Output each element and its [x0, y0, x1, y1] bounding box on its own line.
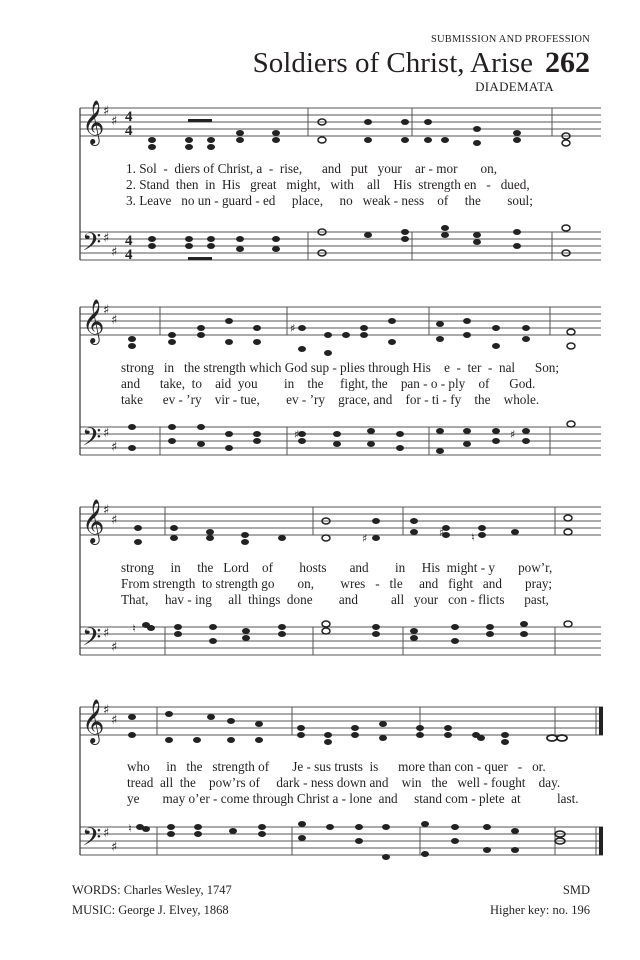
verse-2-line: tread all the pow’rs of dark - ness down and win the well - fought day. — [127, 775, 561, 790]
svg-text:♯: ♯ — [111, 513, 118, 528]
treble-clef-icon: 𝄞 — [82, 699, 105, 743]
svg-text:4: 4 — [125, 109, 133, 125]
svg-text:4: 4 — [125, 233, 133, 249]
svg-text:♯: ♯ — [111, 440, 118, 455]
svg-text:♯: ♯ — [103, 231, 110, 246]
svg-text:4: 4 — [125, 247, 133, 263]
svg-text:♯: ♯ — [103, 826, 110, 841]
verse-1-line: who in the strength of Je - sus trusts is more than con - quer - or. — [127, 759, 546, 774]
svg-text:♮: ♮ — [132, 622, 136, 635]
svg-text:♯: ♯ — [103, 626, 110, 641]
hymn-number: 262 — [545, 46, 590, 79]
svg-text:♯: ♯ — [103, 503, 110, 518]
verse-2-line: and take, to aid you in the fight, the pan - o - ply of God. — [121, 376, 536, 391]
words-credit: WORDS: Charles Wesley, 1747 — [72, 883, 232, 897]
svg-text:♯: ♯ — [103, 426, 110, 441]
svg-text:♯: ♯ — [111, 713, 118, 728]
svg-text:♯: ♯ — [111, 640, 118, 655]
hymn-category: SUBMISSION AND PROFESSION — [430, 34, 590, 45]
music-credit: MUSIC: George J. Elvey, 1868 — [72, 903, 229, 917]
meter-info — [490, 880, 590, 920]
bass-clef-icon: 𝄢 — [82, 228, 102, 263]
svg-text:♯: ♯ — [362, 532, 368, 545]
svg-text:♯: ♯ — [294, 428, 300, 441]
verse-3-line: ye may o’er - come through Christ a - lone and stand com - plete at last. — [127, 791, 579, 806]
verse-3-line: That, hav - ing all things done and all your con - flicts past, — [121, 592, 549, 607]
svg-text:♮: ♮ — [128, 822, 132, 835]
svg-text:♯: ♯ — [111, 840, 118, 855]
svg-text:♯: ♯ — [439, 526, 445, 539]
svg-text:♯: ♯ — [111, 245, 118, 260]
svg-text:♯: ♯ — [510, 428, 516, 441]
bass-clef-icon: 𝄢 — [82, 423, 102, 458]
treble-clef-icon: 𝄞 — [82, 100, 105, 144]
svg-text:♯: ♯ — [290, 322, 296, 335]
svg-text:♯: ♯ — [103, 703, 110, 718]
bass-clef-icon: 𝄢 — [82, 623, 102, 658]
svg-text:♯: ♯ — [103, 104, 110, 119]
svg-text:♮: ♮ — [471, 531, 475, 544]
verse-1-line: strong in the Lord of hosts and in His might - y pow’r, — [121, 560, 553, 575]
verse-2-line: 2. Stand then in His great might, with all His strength en - dued, — [126, 177, 530, 192]
svg-text:♯: ♯ — [111, 313, 118, 328]
staff-lines — [80, 108, 603, 855]
svg-text:♯: ♯ — [111, 114, 118, 129]
svg-text:♯: ♯ — [103, 303, 110, 318]
treble-clef-icon: 𝄞 — [82, 299, 105, 343]
tune-name: DIADEMATA — [475, 79, 554, 94]
verse-1-line: 1. Sol - diers of Christ, a - rise, and put your ar - mor on, — [126, 161, 498, 176]
svg-text:4: 4 — [125, 123, 133, 139]
notes — [128, 119, 575, 860]
verse-3-line: take ev - ’ry vir - tue, ev - ’ry grace, and for - ti - fy the whole. — [121, 392, 540, 407]
verse-3-line: 3. Leave no un - guard - ed place, no weak - ness of the soul; — [126, 193, 533, 208]
key-signature-sharps — [103, 104, 117, 855]
treble-clef-icon: 𝄞 — [82, 499, 105, 543]
hymn-title: Soldiers of Christ, Arise — [252, 47, 533, 79]
meter: SMD — [562, 883, 590, 897]
bass-clef-icon: 𝄢 — [82, 823, 102, 858]
alternate-key: Higher key: no. 196 — [490, 903, 590, 917]
credits — [72, 880, 232, 920]
verse-2-line: From strength to strength go on, wres - tle and fight and pray; — [121, 576, 553, 591]
clefs-and-signatures — [82, 100, 133, 858]
verse-1-line: strong in the strength which God sup - plies through His e - ter - nal Son; — [121, 360, 560, 375]
